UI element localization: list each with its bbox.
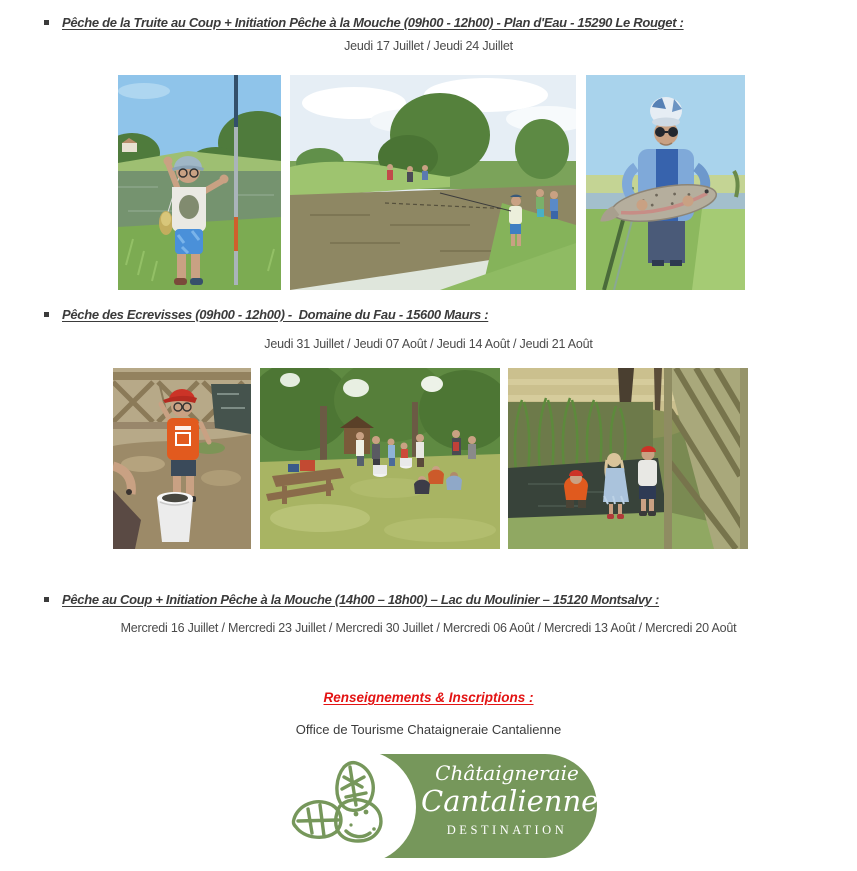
destination-logo [287, 752, 597, 864]
photo-group-crayfishing-in-park [260, 368, 500, 549]
bullet-square-icon [44, 597, 49, 602]
section-3-dates: Mercredi 16 Juillet / Mercredi 23 Juillet / Mercredi 30 Juillet / Mercredi 06 Août / Mercredi 13 Août / Mercredi 20 Août [120, 621, 737, 635]
office-name: Office de Tourisme Chataigneraie Cantalienne [295, 722, 562, 737]
bullet-square-icon [44, 312, 49, 317]
section-2-title: Pêche des Ecrevisses (09h00 - 12h00) - Domaine du Fau - 15600 Maurs : [62, 307, 489, 322]
photo-boy-holding-large-trout [586, 75, 745, 290]
section-1-heading-row [44, 15, 684, 30]
section-3-title: Pêche au Coup + Initiation Pêche à la Mouche (14h00 – 18h00) – Lac du Moulinier – 15120 Montsalvy : [62, 592, 660, 607]
logo-brand-line1: Châtaigneraie [435, 761, 579, 785]
section-1-title: Pêche de la Truite au Coup + Initiation Pêche à la Mouche (09h00 - 12h00) - Plan d'Eau - 15290 Le Rouget : [62, 15, 684, 30]
photo-boy-red-cap-with-white-bucket [113, 368, 251, 549]
section-3-heading-row [44, 592, 659, 607]
photo-pond-with-children-fishing [290, 75, 576, 290]
logo-brand-line2: Cantalienne [421, 784, 599, 818]
section-2-dates: Jeudi 31 Juillet / Jeudi 07 Août / Jeudi 14 Août / Jeudi 21 Août [264, 337, 593, 351]
section-1-dates: Jeudi 17 Juillet / Jeudi 24 Juillet [344, 39, 513, 53]
contact-heading: Renseignements & Inscriptions : [323, 690, 534, 705]
bullet-square-icon [44, 20, 49, 25]
logo-text-block [421, 761, 599, 838]
logo-brand-line3: DESTINATION [446, 823, 568, 837]
photo-boy-holding-small-fish-and-rod [118, 75, 281, 290]
section-2-heading-row [44, 307, 488, 322]
chestnut-leaves-icon [288, 757, 412, 864]
photo-children-at-stream-edge [508, 368, 748, 549]
